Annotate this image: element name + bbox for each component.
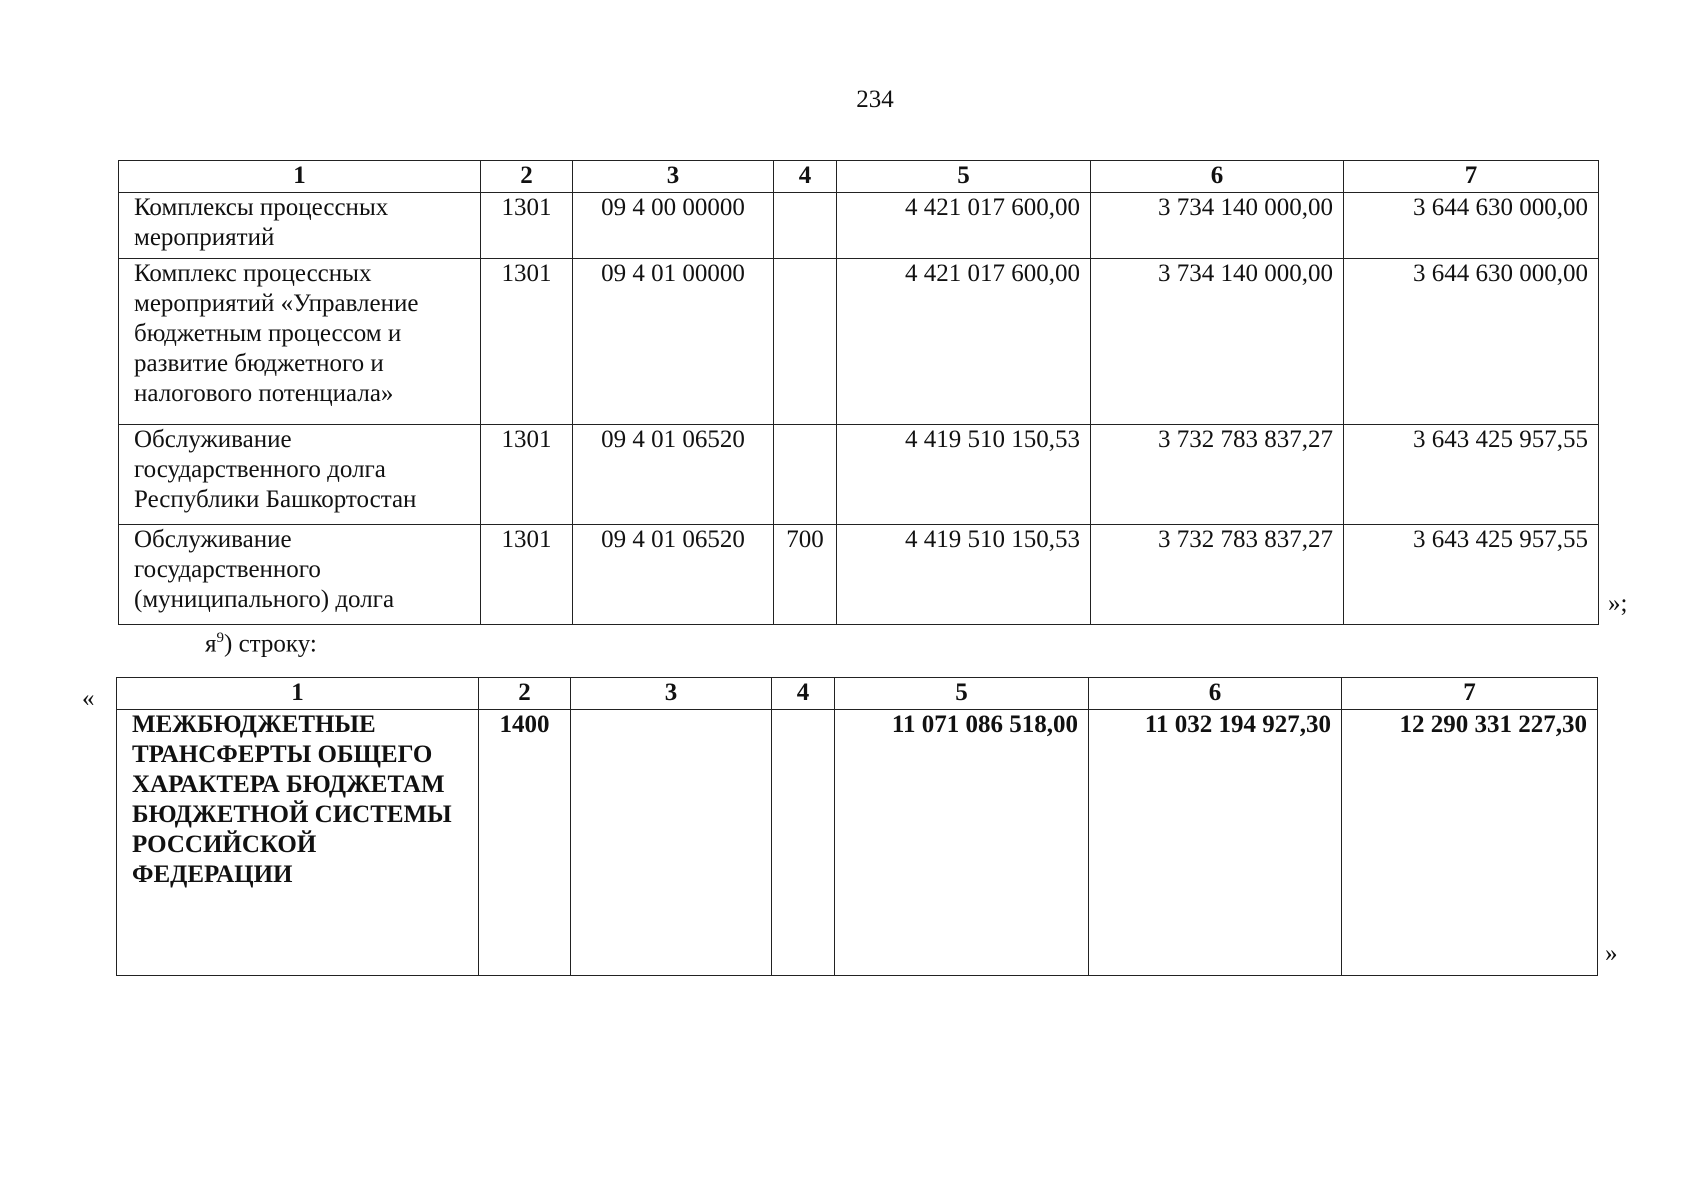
row-target-code bbox=[571, 710, 772, 976]
row-target-code: 09 4 01 06520 bbox=[573, 425, 774, 525]
column-header: 4 bbox=[774, 161, 837, 193]
row-name: Обслуживание государственного долга Республики Башкортостан bbox=[119, 425, 481, 525]
row-name: Комплекс процессных мероприятий «Управление бюджетным процессом и развитие бюджетного и налогового потенциала» bbox=[119, 259, 481, 425]
table-row bbox=[117, 710, 1598, 976]
column-header: 6 bbox=[1091, 161, 1344, 193]
row-amount-5: 4 419 510 150,53 bbox=[837, 525, 1091, 625]
column-header: 4 bbox=[772, 678, 835, 710]
amendment-note bbox=[205, 630, 317, 658]
row-target-code: 09 4 01 00000 bbox=[573, 259, 774, 425]
budget-table-1 bbox=[118, 160, 1599, 625]
column-header: 6 bbox=[1089, 678, 1342, 710]
row-amount-7: 3 643 425 957,55 bbox=[1344, 425, 1599, 525]
row-target-code: 09 4 00 00000 bbox=[573, 193, 774, 259]
note-superscript: 9 bbox=[216, 630, 224, 646]
row-section-code: 1400 bbox=[479, 710, 571, 976]
column-header: 7 bbox=[1342, 678, 1598, 710]
row-name: МЕЖБЮДЖЕТНЫЕ ТРАНСФЕРТЫ ОБЩЕГО ХАРАКТЕРА БЮДЖЕТАМ БЮДЖЕТНОЙ СИСТЕМЫ РОССИЙСКОЙ ФЕДЕРАЦИИ bbox=[117, 710, 479, 976]
note-prefix: я bbox=[205, 630, 217, 658]
column-header: 3 bbox=[573, 161, 774, 193]
column-header: 2 bbox=[479, 678, 571, 710]
table-row bbox=[119, 193, 1599, 259]
row-amount-5: 4 421 017 600,00 bbox=[837, 193, 1091, 259]
column-header: 2 bbox=[481, 161, 573, 193]
row-expense-type: 700 bbox=[774, 525, 837, 625]
table-row bbox=[119, 259, 1599, 425]
row-target-code: 09 4 01 06520 bbox=[573, 525, 774, 625]
row-expense-type bbox=[774, 259, 837, 425]
row-section-code: 1301 bbox=[481, 259, 573, 425]
row-section-code: 1301 bbox=[481, 525, 573, 625]
column-header: 1 bbox=[117, 678, 479, 710]
column-header: 5 bbox=[837, 161, 1091, 193]
column-header: 1 bbox=[119, 161, 481, 193]
row-amount-7: 3 644 630 000,00 bbox=[1344, 193, 1599, 259]
column-header: 3 bbox=[571, 678, 772, 710]
table-header-row bbox=[119, 161, 1599, 193]
budget-table-2 bbox=[116, 677, 1598, 976]
closing-quote: » bbox=[1605, 940, 1618, 967]
row-amount-7: 3 644 630 000,00 bbox=[1344, 259, 1599, 425]
row-amount-7: 12 290 331 227,30 bbox=[1342, 710, 1598, 976]
row-section-code: 1301 bbox=[481, 425, 573, 525]
row-name: Комплексы процессных мероприятий bbox=[119, 193, 481, 259]
table-header-row bbox=[117, 678, 1598, 710]
row-expense-type bbox=[774, 425, 837, 525]
column-header: 7 bbox=[1344, 161, 1599, 193]
opening-quote: « bbox=[82, 685, 95, 712]
note-text: ) строку: bbox=[224, 630, 317, 658]
row-amount-6: 3 732 783 837,27 bbox=[1091, 525, 1344, 625]
page-number: 234 bbox=[856, 86, 894, 113]
row-amount-5: 4 421 017 600,00 bbox=[837, 259, 1091, 425]
row-name: Обслуживание государственного (муниципального) долга bbox=[119, 525, 481, 625]
closing-quote: »; bbox=[1608, 590, 1628, 617]
table-row bbox=[119, 525, 1599, 625]
row-amount-5: 11 071 086 518,00 bbox=[835, 710, 1089, 976]
row-expense-type bbox=[774, 193, 837, 259]
column-header: 5 bbox=[835, 678, 1089, 710]
row-amount-7: 3 643 425 957,55 bbox=[1344, 525, 1599, 625]
row-amount-6: 11 032 194 927,30 bbox=[1089, 710, 1342, 976]
row-amount-6: 3 734 140 000,00 bbox=[1091, 193, 1344, 259]
row-amount-5: 4 419 510 150,53 bbox=[837, 425, 1091, 525]
row-amount-6: 3 732 783 837,27 bbox=[1091, 425, 1344, 525]
row-expense-type bbox=[772, 710, 835, 976]
row-section-code: 1301 bbox=[481, 193, 573, 259]
table-row bbox=[119, 425, 1599, 525]
row-amount-6: 3 734 140 000,00 bbox=[1091, 259, 1344, 425]
